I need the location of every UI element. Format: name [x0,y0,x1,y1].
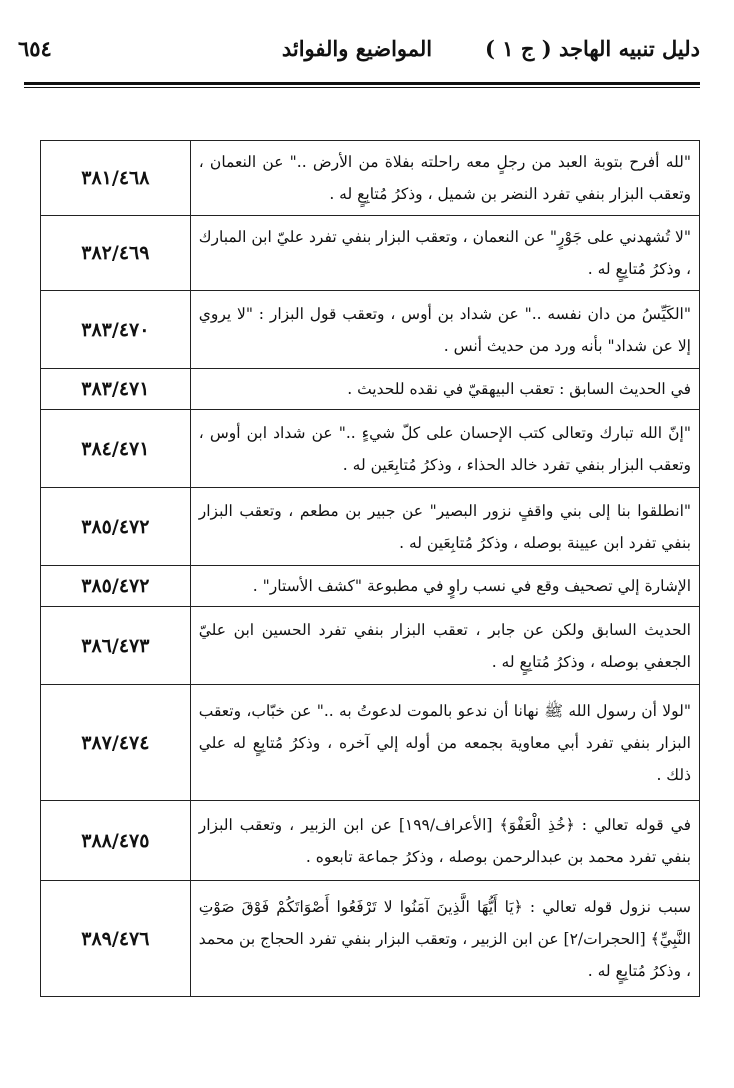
entry-ref: ٣٨١/٤٦٨ [81,167,150,189]
page-number: ٦٥٤ [18,36,52,61]
table-row [41,291,700,369]
entry-ref: ٣٨٣/٤٧١ [81,378,150,400]
entry-text: "لله أفرح بتوبة العبد من رجلٍ معه راحلته بفلاة من الأرض .." عن النعمان ، وتعقب البزار بنفي تفرد النضر بن شميل ، وذكرُ مُتابِعٍ له . [190,141,699,216]
header-rule-thin [24,87,700,88]
table-row [41,488,700,566]
entry-ref: ٣٨٤/٤٧١ [81,437,150,460]
entry-text: "الكَيِّسُ من دان نفسه .." عن شداد بن أوس ، وتعقب قول البزار : "لا يروي إلا عن شداد" بأنه ورد من حديث أنس . [190,291,699,369]
entry-ref: ٣٨٦/٤٧٣ [81,634,150,657]
entry-ref: ٣٨٥/٤٧٢ [81,515,150,538]
header-rule-thick [24,82,700,85]
section-title: المواضيع والفوائد [281,36,433,61]
table-row [41,801,700,881]
entry-ref: ٣٨٢/٤٦٩ [81,242,150,264]
table-row [41,685,700,801]
table-row [41,216,700,291]
entry-text: "انطلقوا بنا إلى بني واقفٍ نزور البصير" عن جبير بن مطعم ، وتعقب البزار بنفي تفرد ابن عيينة بوصله ، وذكرُ مُتابِعَين له . [190,488,699,566]
page-header [14,34,700,74]
entry-text: الإشارة إلي تصحيف وقع في نسب راوٍ في مطبوعة "كشف الأستار" . [190,566,699,607]
table-row [41,369,700,410]
entry-text: "لا تُشهدني على جَوْرٍ" عن النعمان ، وتعقب البزار بنفي تفرد عليّ ابن المبارك ، وذكرُ مُتابِعٍ له . [190,216,699,291]
entry-text: "إنّ الله تبارك وتعالى كتب الإحسان على كلّ شيءٍ .." عن شداد ابن أوس ، وتعقب البزار بنفي تفرد خالد الحذاء ، وذكرُ مُتابِعَين له . [190,410,699,488]
table-row [41,607,700,685]
entry-text: الحديث السابق ولكن عن جابر ، تعقب البزار بنفي تفرد الحسين ابن عليّ الجعفي بوصله ، وذكرُ مُتابِعٍ له . [190,607,699,685]
entry-text: "لولا أن رسول الله ﷺ نهانا أن ندعو بالموت لدعوتُ به .." عن خبّاب، وتعقب البزار بنفي تفرد أبي معاوية بجمعه من أوله إلي آخره ، وذكرُ مُتابِعٍ له علي ذلك . [190,685,699,801]
entry-text: في قوله تعالي : ﴿خُذِ الْعَفْوَ﴾ [الأعراف/١٩٩] عن ابن الزبير ، وتعقب البزار بنفي تفرد محمد بن عبدالرحمن بوصله ، وذكرُ جماعة تابعوه . [190,801,699,881]
entry-text: في الحديث السابق : تعقب البيهقيّ في نقده للحديث . [190,369,699,410]
entry-ref: ٣٨٨/٤٧٥ [81,829,150,852]
entry-text: سبب نزول قوله تعالي : ﴿يَا أَيُّهَا الَّذِينَ آمَنُوا لا تَرْفَعُوا أَصْوَاتَكُمْ فَوْقَ صَوْتِ النَّبِيِّ﴾ [الحجرات/٢] عن ابن الزبير ، وتعقب البزار بنفي تفرد الحجاج بن محمد ، وذكرُ مُتابِعٍ له . [190,881,699,997]
table-row [41,410,700,488]
entry-ref: ٣٨٣/٤٧٠ [81,318,150,341]
index-table [40,140,700,997]
entry-ref: ٣٨٥/٤٧٢ [81,575,150,597]
book-title: دليل تنبيه الهاجد ( ج ١ ) [485,36,700,61]
table-row [41,141,700,216]
entry-ref: ٣٨٧/٤٧٤ [81,731,150,754]
table-row [41,881,700,997]
entry-ref: ٣٨٩/٤٧٦ [81,927,150,950]
table-row [41,566,700,607]
